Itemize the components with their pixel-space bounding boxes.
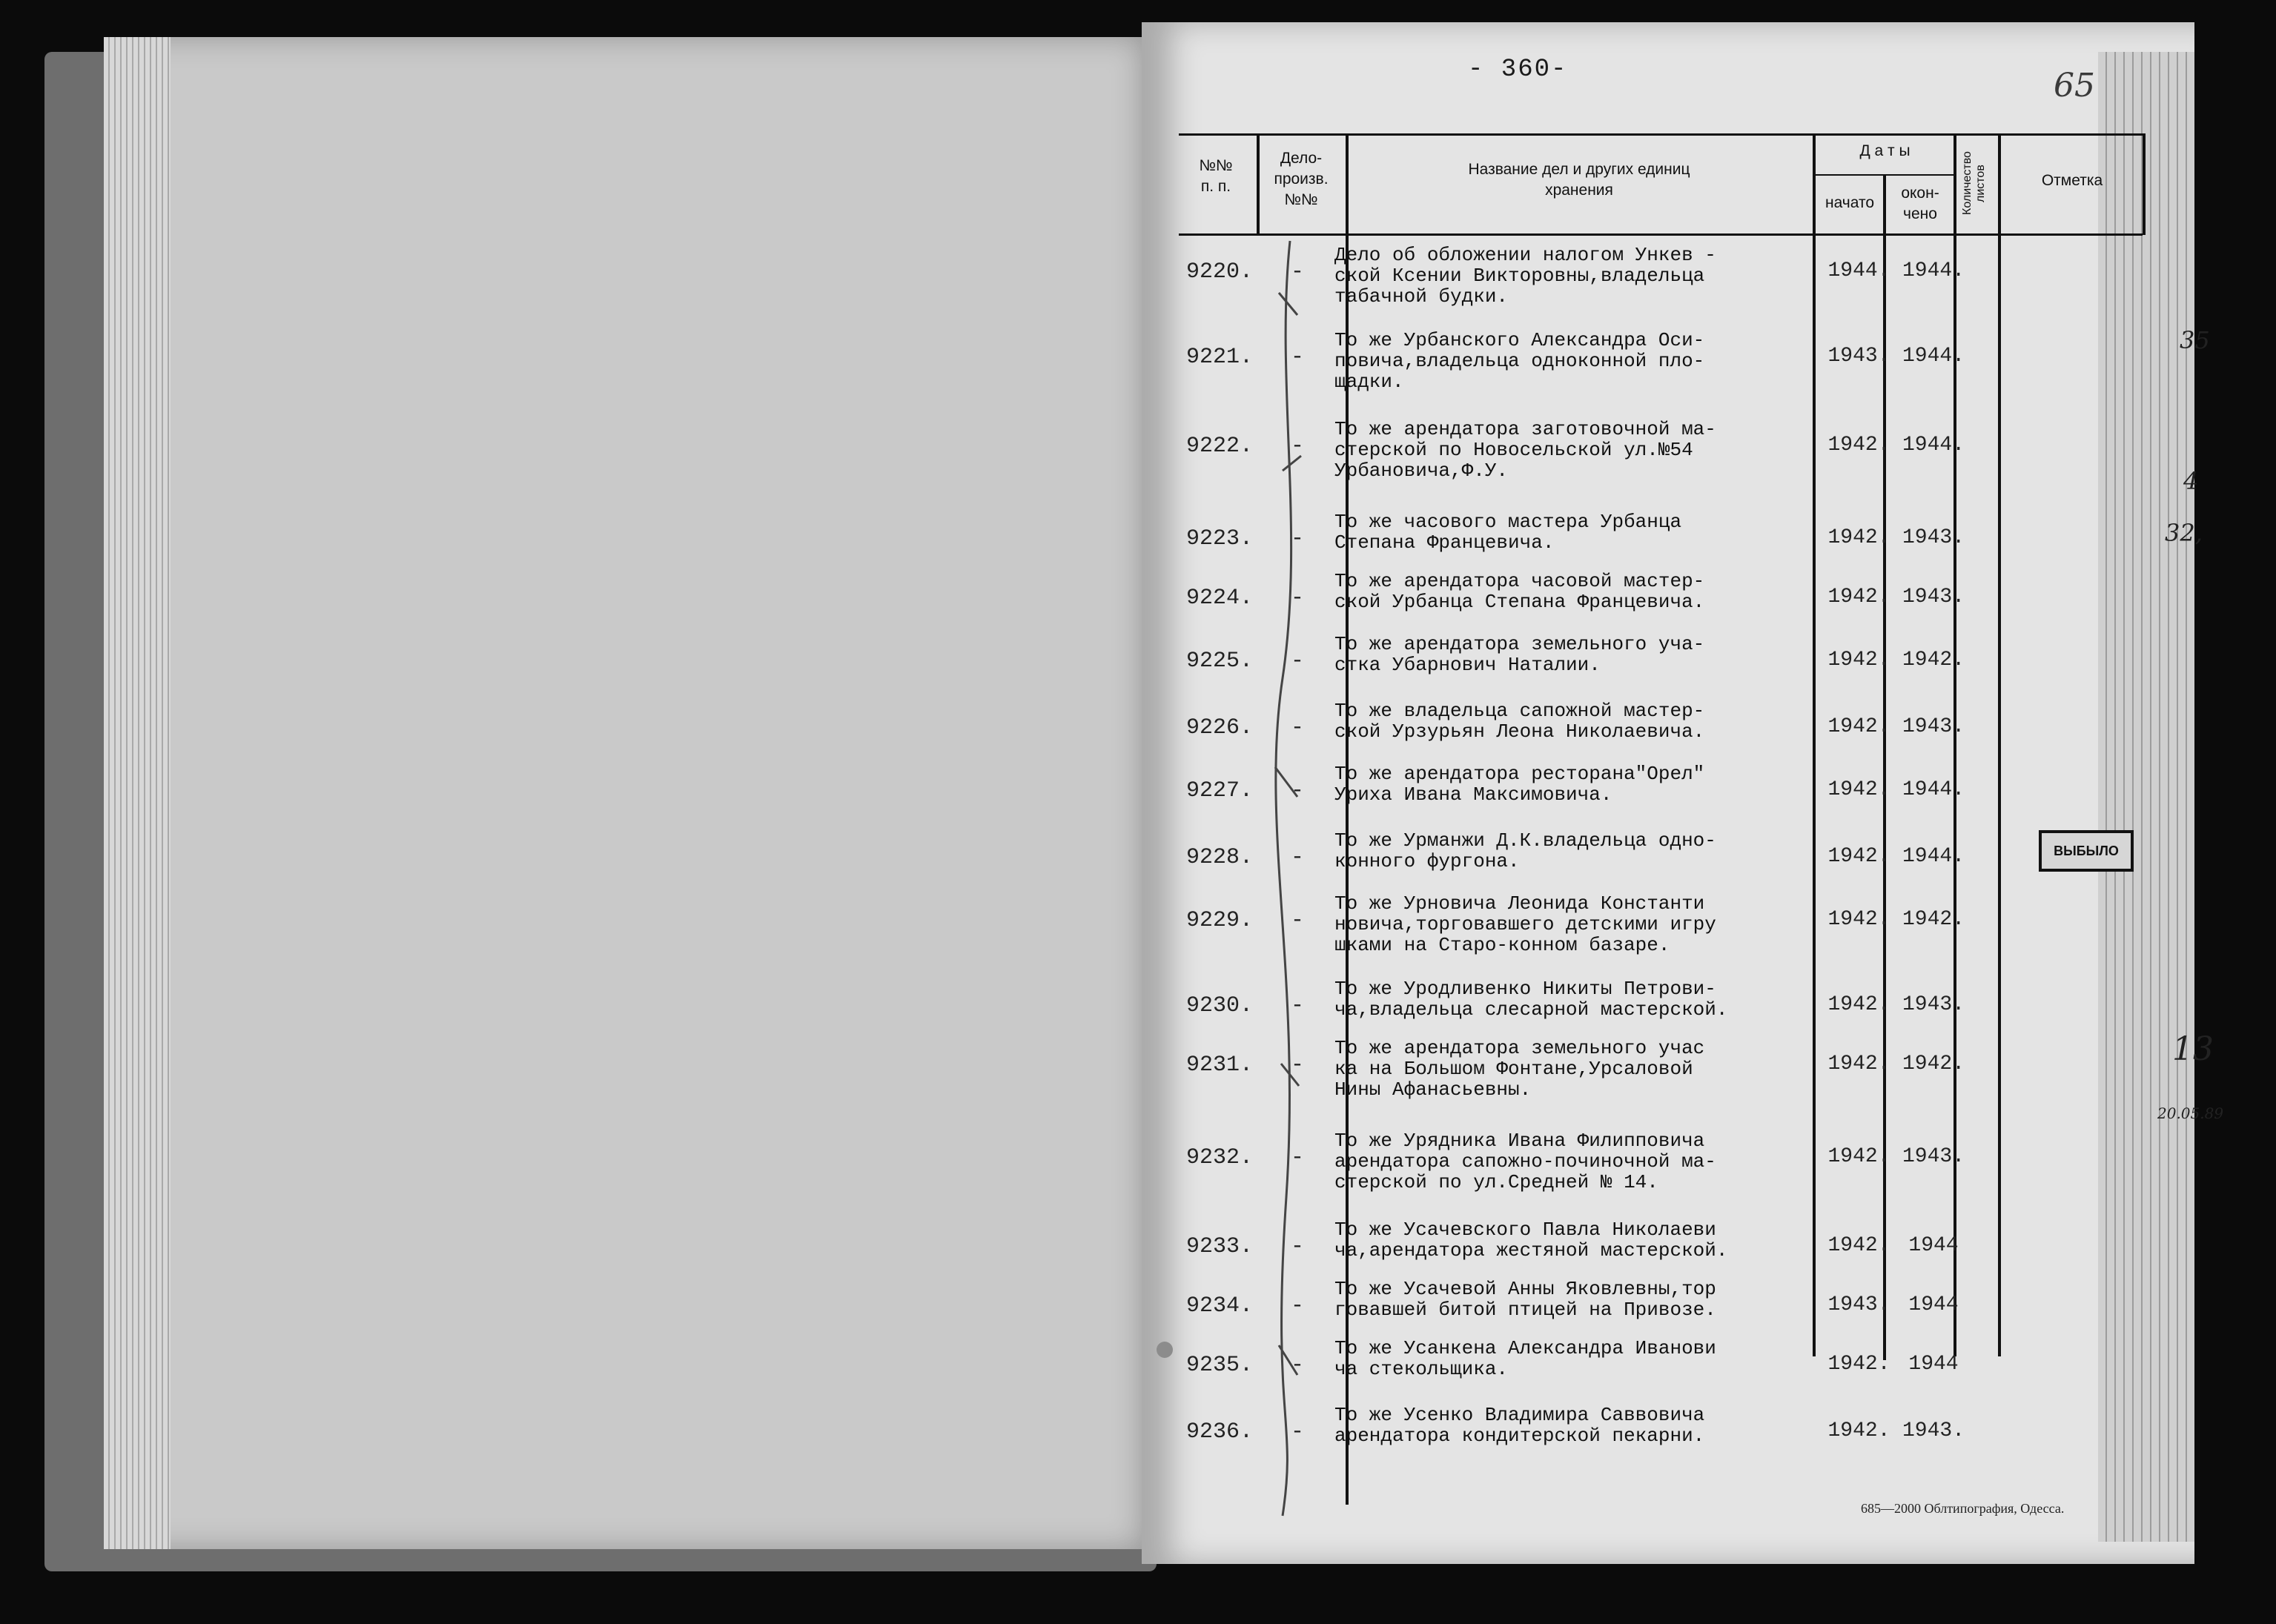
row-date-end: 1944 [1908, 1234, 1959, 1257]
row-number: 9227. [1185, 778, 1253, 803]
row-date-end: 1944. [1902, 845, 1965, 868]
header-dates: Д а т ы [1859, 142, 1911, 159]
header-office: Дело- произв. №№ [1274, 150, 1329, 208]
row-date-start: 1942. [1827, 1145, 1890, 1168]
row-date-start: 1942. [1827, 586, 1890, 609]
row-office-number: - [1290, 586, 1304, 611]
row-description: То же Уродливенко Никиты Петрови- ча,владельца слесарной мастерской. [1334, 978, 1728, 1021]
row-number: 9220. [1185, 259, 1253, 285]
row-date-start: 1942. [1827, 845, 1890, 868]
header-sheets: Количество листов [1961, 151, 1987, 216]
row-number: 9221. [1185, 345, 1253, 370]
row-date-end: 1943. [1902, 1419, 1965, 1442]
row-date-end: 1943. [1902, 526, 1965, 549]
stamp-withdrawn: ВЫБЫЛО [2039, 830, 2134, 872]
row-date-start: 1942. [1827, 1053, 1890, 1076]
row-date-end: 1943. [1902, 993, 1965, 1016]
row-description: То же Усенко Владимира Саввовича арендатора кондитерской пекарни. [1334, 1404, 1705, 1447]
row-description: То же арендатора земельного учас ка на Большом Фонтане,Урсаловой Нины Афанасьевны. [1334, 1037, 1705, 1101]
row-office-number: - [1290, 908, 1304, 933]
row-office-number: - [1290, 1353, 1304, 1378]
row-date-start: 1942. [1827, 526, 1890, 549]
row-date-start: 1942. [1827, 908, 1890, 931]
row-date-end: 1944 [1908, 1293, 1959, 1316]
inventory-table [1179, 115, 2143, 1523]
printer-imprint: 685—2000 Облтипография, Одесса. [1861, 1501, 2065, 1516]
page-number: - 360- [1468, 56, 1568, 84]
row-date-end: 1943. [1902, 715, 1965, 738]
row-office-number: - [1290, 1293, 1304, 1319]
row-number: 9236. [1185, 1419, 1253, 1445]
page-edges [104, 37, 171, 1549]
row-office-number: - [1290, 1053, 1304, 1078]
row-date-start: 1943. [1827, 1293, 1890, 1316]
row-description: То же арендатора земельного уча- стка Убарнович Наталии. [1334, 633, 1705, 676]
margin-note: 20.05.89 [2157, 1104, 2224, 1122]
row-office-number: - [1290, 845, 1304, 870]
row-office-number: - [1290, 345, 1304, 370]
row-number: 9226. [1185, 715, 1253, 740]
row-date-start: 1944. [1827, 259, 1890, 282]
binding-hole [1157, 1342, 1173, 1358]
row-number: 9233. [1185, 1234, 1253, 1259]
row-description: То же Усачевского Павла Николаеви ча,арендатора жестяной мастерской. [1334, 1219, 1728, 1262]
row-number: 9223. [1185, 526, 1253, 551]
row-date-start: 1942. [1827, 778, 1890, 801]
row-office-number: - [1290, 1419, 1304, 1445]
row-number: 9232. [1185, 1145, 1253, 1170]
row-number: 9225. [1185, 649, 1253, 674]
row-office-number: - [1290, 1234, 1304, 1259]
row-number: 9230. [1185, 993, 1253, 1018]
row-number: 9229. [1185, 908, 1253, 933]
margin-note: 32, [2165, 519, 2203, 547]
archive-book [30, 22, 2224, 1586]
row-date-end: 1944. [1902, 259, 1965, 282]
row-date-end: 1944 [1908, 1353, 1959, 1376]
row-date-start: 1942. [1827, 993, 1890, 1016]
row-number: 9234. [1185, 1293, 1253, 1319]
handwritten-folio-number: 65 [2054, 67, 2095, 105]
row-office-number: - [1290, 1145, 1304, 1170]
row-description: То же Усанкена Александра Иванови ча стекольщика. [1334, 1337, 1716, 1380]
row-description: То же арендатора заготовочной ма- стерской по Новосельской ул.№54 Урбановича,Ф.У. [1334, 418, 1716, 482]
header-end: окон- чено [1901, 185, 1939, 222]
row-date-start: 1942. [1827, 434, 1890, 457]
row-date-end: 1942. [1902, 1053, 1965, 1076]
row-number: 9222. [1185, 434, 1253, 459]
row-number: 9231. [1185, 1053, 1253, 1078]
margin-note: 35 [2180, 326, 2210, 354]
row-date-end: 1943. [1902, 1145, 1965, 1168]
row-number: 9224. [1185, 586, 1253, 611]
header-note: Отметка [2041, 172, 2103, 189]
row-description: То же Усачевой Анны Яковлевны,тор говавшей битой птицей на Привозе. [1334, 1278, 1716, 1321]
row-description: То же Урманжи Д.К.владельца одно- конного фургона. [1334, 829, 1716, 872]
row-office-number: - [1290, 778, 1304, 803]
row-description: То же арендатора часовой мастер- ской Урбанца Степана Францевича. [1334, 570, 1705, 613]
right-page [1142, 22, 2224, 1564]
row-description: То же арендатора ресторана"Орел" Уриха Ивана Максимовича. [1334, 763, 1705, 806]
row-office-number: - [1290, 715, 1304, 740]
row-number: 9235. [1185, 1353, 1253, 1378]
header-start: начато [1825, 194, 1875, 211]
row-date-start: 1942. [1827, 649, 1890, 672]
left-page-blank [104, 37, 1164, 1549]
row-description: То же владельца сапожной мастер- ской Урзурьян Леона Николаевича. [1334, 700, 1705, 743]
row-description: То же Урядника Ивана Филипповича арендатора сапожно-починочной ма- стерской по ул.Средней № 14. [1334, 1130, 1716, 1193]
row-date-end: 1944. [1902, 345, 1965, 368]
row-date-start: 1943. [1827, 345, 1890, 368]
row-office-number: - [1290, 649, 1304, 674]
row-date-start: 1942. [1827, 715, 1890, 738]
row-description: То же часового мастера Урбанца Степана Францевича. [1334, 511, 1682, 554]
row-description: То же Урбанского Александра Оси- повича,владельца одноконной пло- щадки. [1334, 329, 1705, 393]
row-date-end: 1944. [1902, 434, 1965, 457]
header-num: №№ п. п. [1199, 157, 1233, 195]
row-description: То же Урновича Леонида Константи новича,торговавшего детскими игру шками на Старо-конном базаре. [1334, 892, 1716, 956]
row-office-number: - [1290, 526, 1304, 551]
header-title: Название дел и других единиц хранения [1468, 161, 1690, 199]
row-number: 9228. [1185, 845, 1253, 870]
handwritten-annotation [1260, 233, 1312, 1523]
row-date-end: 1944. [1902, 778, 1965, 801]
margin-note: 13 [2172, 1030, 2214, 1068]
margin-note: 4 [2183, 467, 2199, 495]
row-description: Дело об обложении налогом Ункев - ской Ксении Викторовны,владельца табачной будки. [1334, 244, 1716, 308]
row-date-end: 1942. [1902, 908, 1965, 931]
row-office-number: - [1290, 259, 1304, 285]
row-date-start: 1942. [1827, 1353, 1890, 1376]
row-date-end: 1942. [1902, 649, 1965, 672]
row-date-end: 1943. [1902, 586, 1965, 609]
row-office-number: - [1290, 993, 1304, 1018]
row-date-start: 1942. [1827, 1419, 1890, 1442]
row-office-number: - [1290, 434, 1304, 459]
row-date-start: 1942. [1827, 1234, 1890, 1257]
